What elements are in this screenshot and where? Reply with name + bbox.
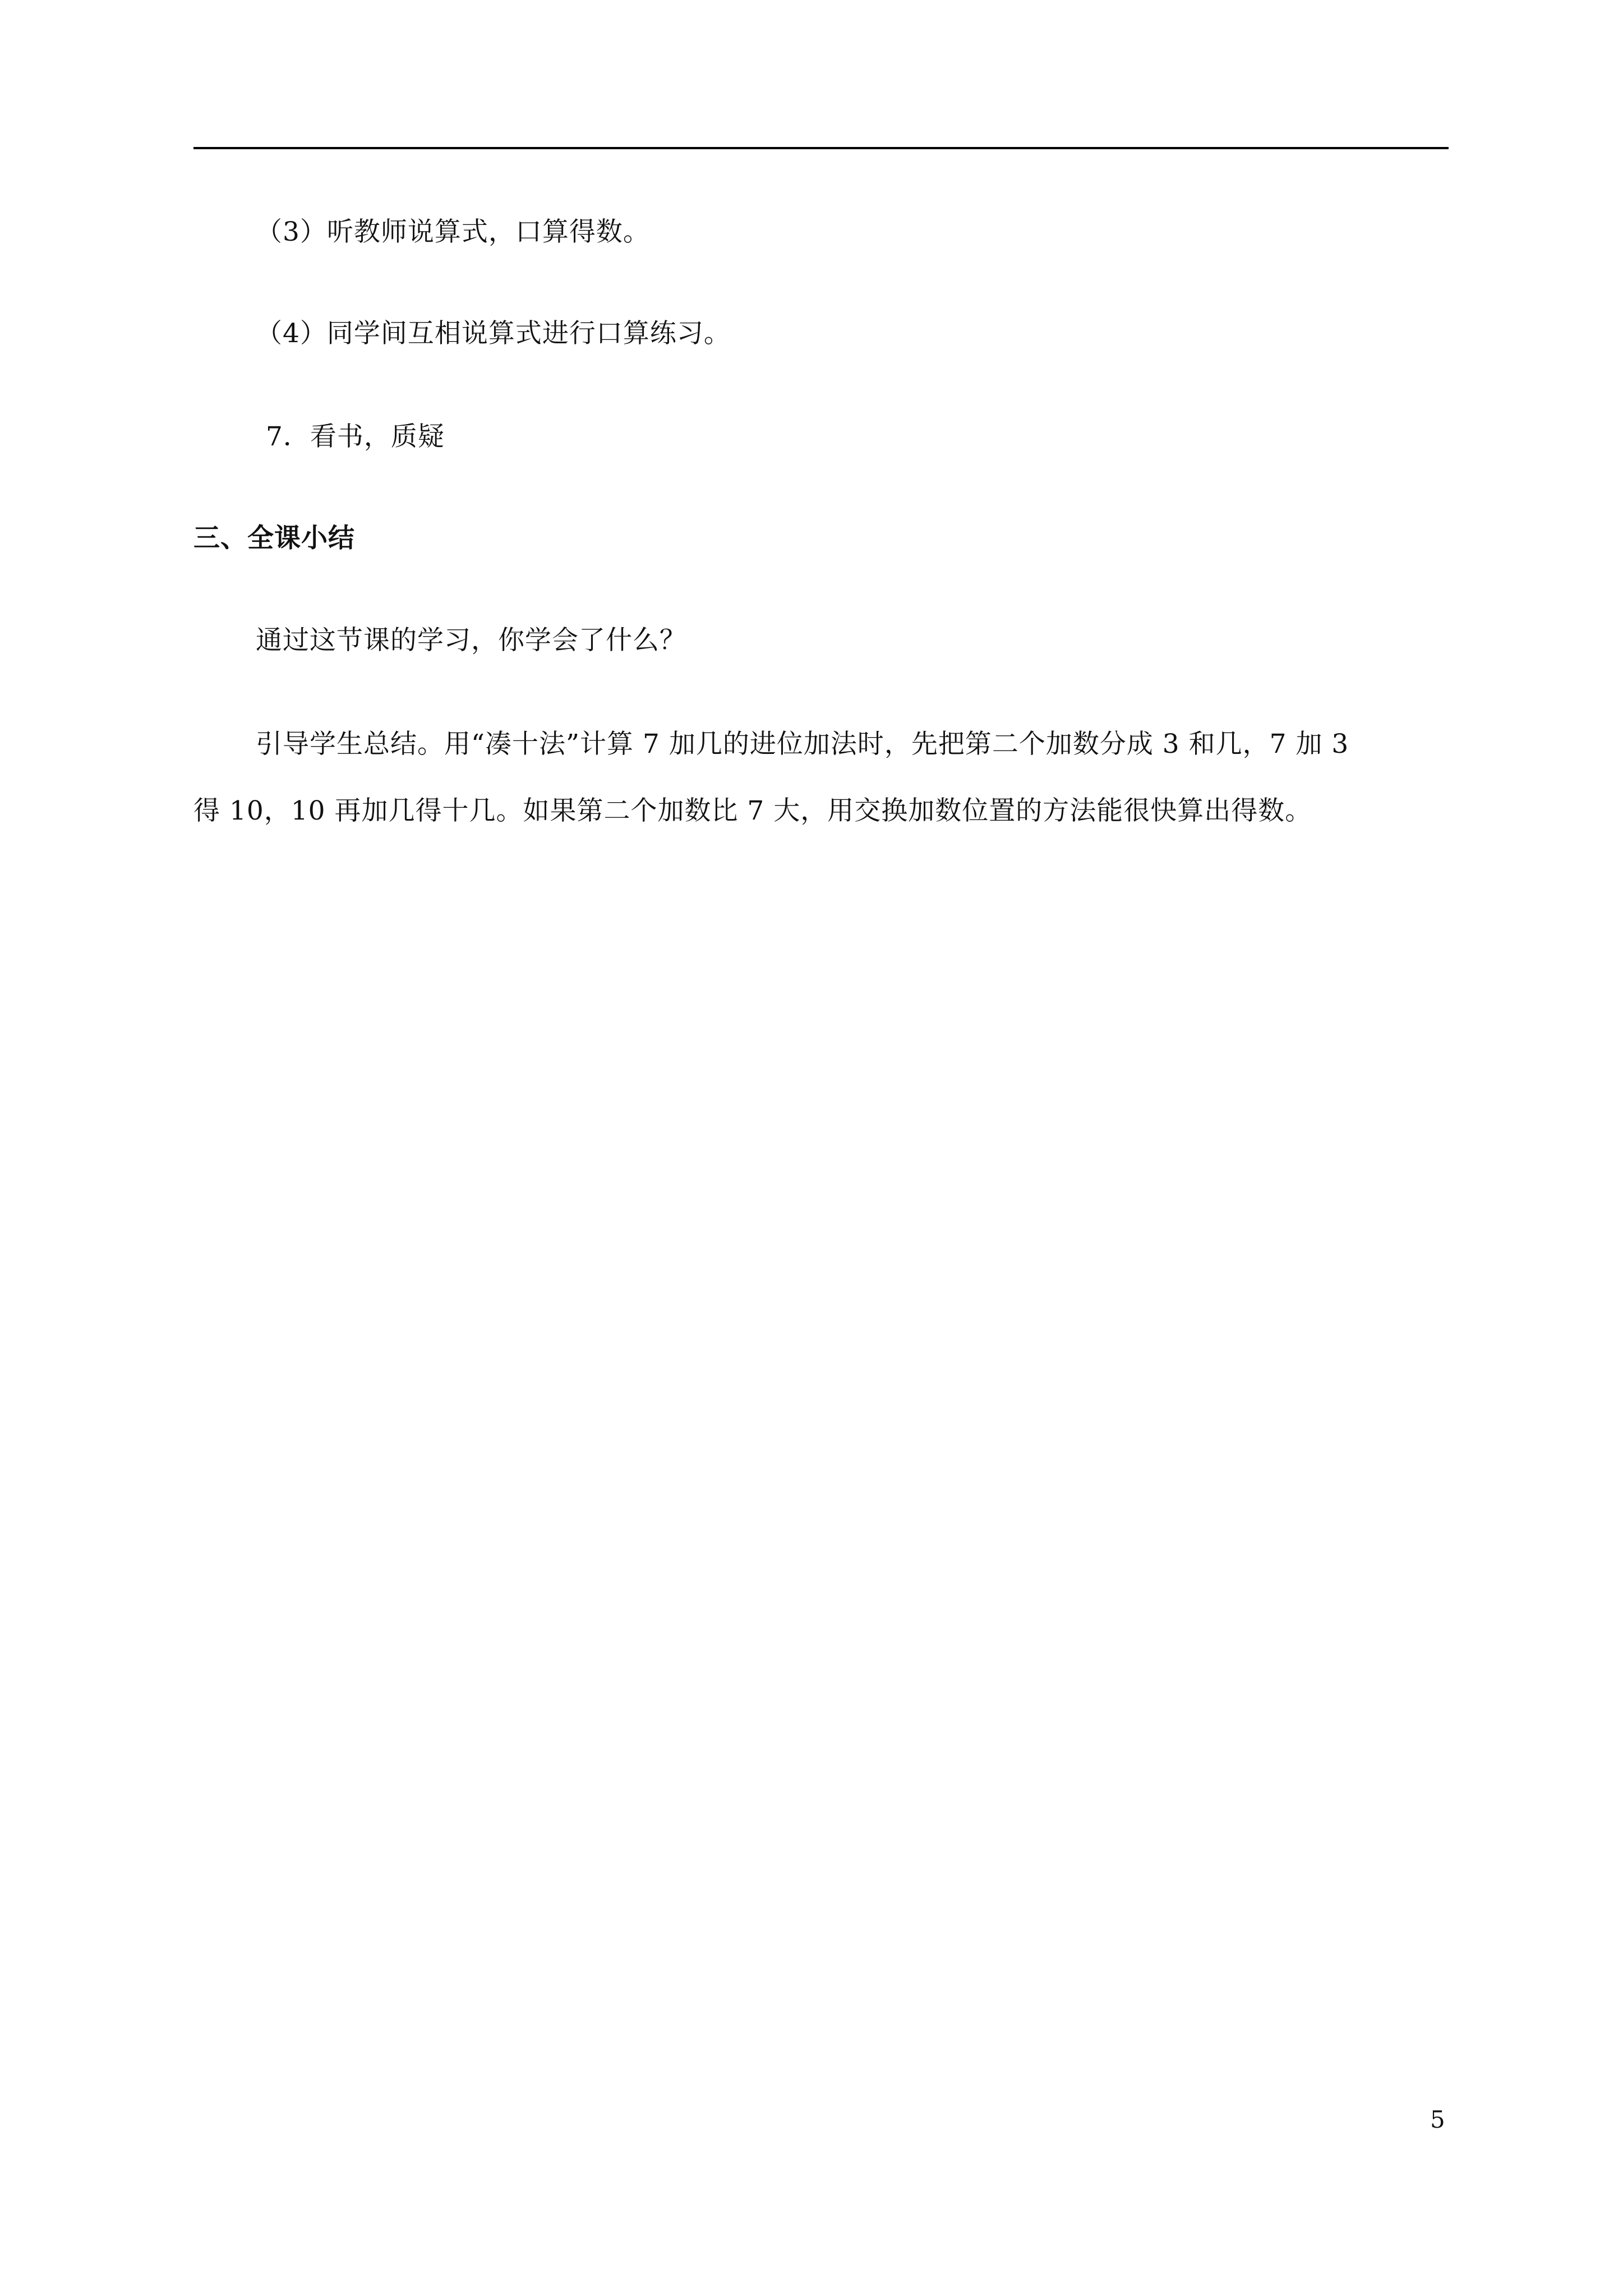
list-item-3: （3）听教师说算式，口算得数。: [256, 217, 650, 247]
page-number: 5: [1430, 2106, 1445, 2133]
step-7: 7．看书，质疑: [266, 421, 445, 452]
list-item-4: （4）同学间互相说算式进行口算练习。: [256, 318, 731, 349]
question-paragraph: 通过这节课的学习，你学会了什么？: [256, 625, 686, 656]
header-rule: [193, 147, 1449, 149]
summary-line-1: 引导学生总结。用“凑十法”计算 7 加几的进位加法时，先把第二个加数分成 3 和几，7 加 3: [256, 729, 1349, 760]
summary-line-2: 得 10，10 再加几得十几。如果第二个加数比 7 大，用交换加数位置的方法能很快算出得数。: [193, 795, 1312, 826]
section-heading: 三、全课小结: [193, 523, 355, 554]
